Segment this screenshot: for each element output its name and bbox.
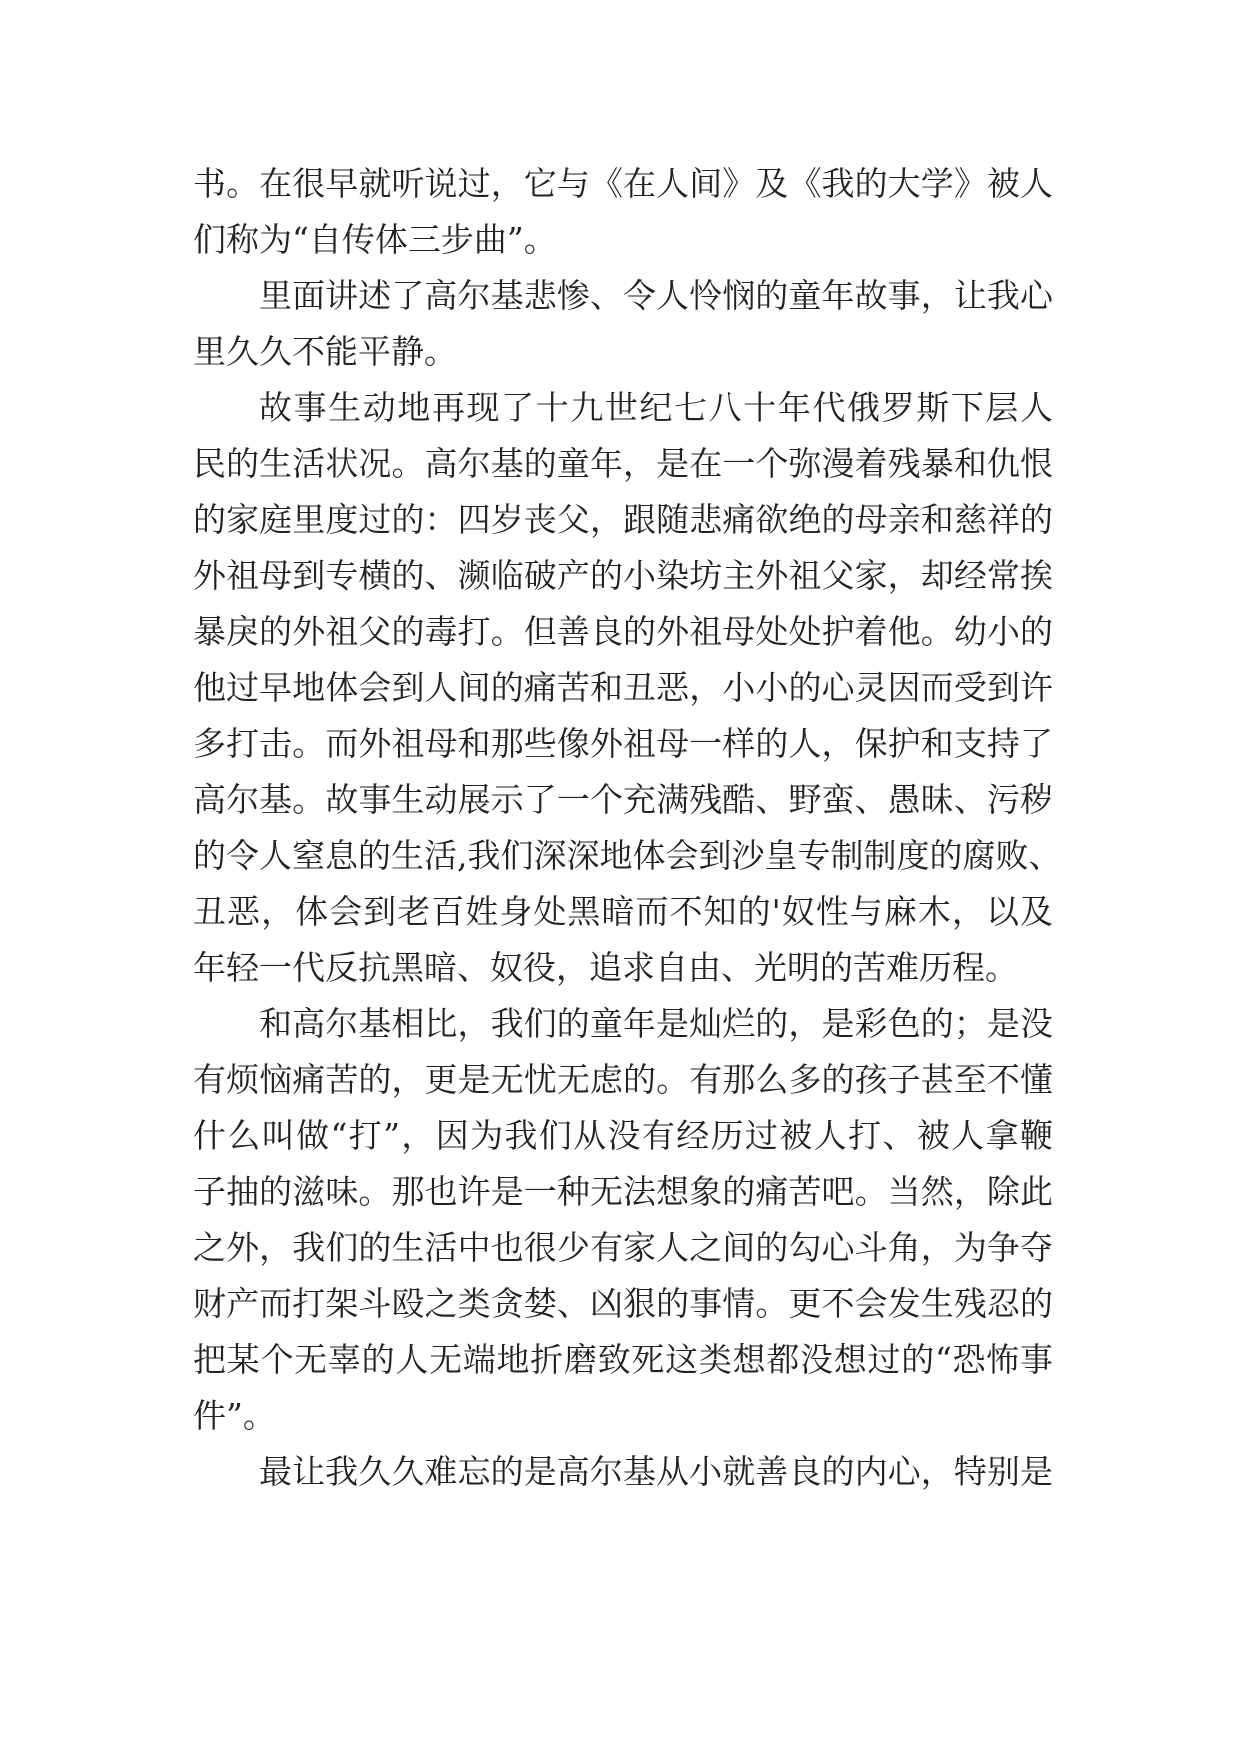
text-line: 的令人窒息的生活,我们深深地体会到沙皇专制制度的腐败、 [193,836,1062,875]
text-line: 里久久不能平静。 [193,332,457,371]
paragraph-first-line: 故事生动地再现了十九世纪七八十年代俄罗斯下层人 [259,388,1053,427]
text-line: 什么叫做“打”，因为我们从没有经历过被人打、被人拿鞭 [193,1116,1053,1155]
body-text [193,156,1062,1500]
text-line: 子抽的滋味。那也许是一种无法想象的痛苦吧。当然，除此 [193,1172,1053,1211]
text-line: 丑恶，体会到老百姓身处黑暗而不知的'奴性与麻木，以及 [193,892,1053,931]
paragraph-first-line: 里面讲述了高尔基悲惨、令人怜悯的童年故事，让我心 [259,276,1053,315]
text-line: 件”。 [193,1396,276,1435]
text-line: 书。在很早就听说过，它与《在人间》及《我的大学》被人 [193,164,1053,203]
text-line: 他过早地体会到人间的痛苦和丑恶，小小的心灵因而受到许 [193,668,1053,707]
paragraph-first-line: 最让我久久难忘的是高尔基从小就善良的内心，特别是 [259,1452,1053,1491]
text-line: 有烦恼痛苦的，更是无忧无虑的。有那么多的孩子甚至不懂 [193,1060,1053,1099]
text-line: 外祖母到专横的、濒临破产的小染坊主外祖父家，却经常挨 [193,556,1053,595]
text-line: 之外，我们的生活中也很少有家人之间的勾心斗角，为争夺 [193,1228,1053,1267]
text-line: 多打击。而外祖母和那些像外祖母一样的人，保护和支持了 [193,724,1053,763]
text-line: 年轻一代反抗黑暗、奴役，追求自由、光明的苦难历程。 [193,948,1018,987]
text-line: 财产而打架斗殴之类贪婪、凶狠的事情。更不会发生残忍的 [193,1284,1053,1323]
text-line: 高尔基。故事生动展示了一个充满残酷、野蛮、愚昧、污秽 [193,780,1053,819]
text-line: 们称为“自传体三步曲”。 [193,220,557,259]
paragraph-first-line: 和高尔基相比，我们的童年是灿烂的，是彩色的；是没 [259,1004,1053,1043]
text-line: 的家庭里度过的：四岁丧父，跟随悲痛欲绝的母亲和慈祥的 [193,500,1053,539]
text-line: 暴戾的外祖父的毒打。但善良的外祖母处处护着他。幼小的 [193,612,1053,651]
text-line: 把某个无辜的人无端地折磨致死这类想都没想过的“恐怖事 [193,1340,1053,1379]
text-line: 民的生活状况。高尔基的童年，是在一个弥漫着残暴和仇恨 [193,444,1053,483]
